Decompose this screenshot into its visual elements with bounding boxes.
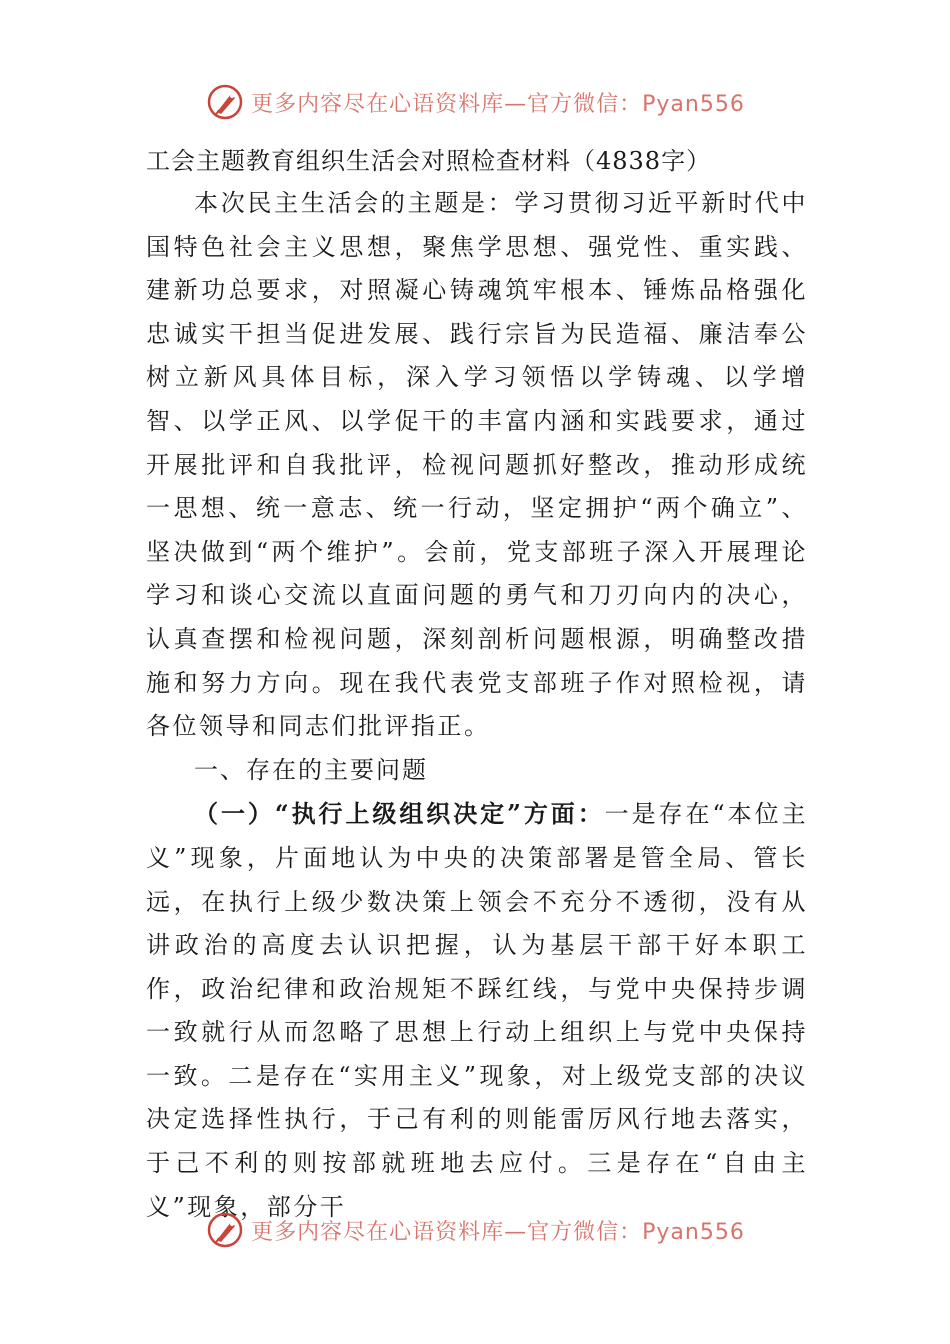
subsection-text: 一是存在“本位主义”现象，片面地认为中央的决策部署是管全局、管长远，在执行上级少数决策上领会不充分不透彻，没有从讲政治的高度去认识把握，认为基层干部干好本职工作，政治纪律和政治规矩不踩红线，与党中央保持步调一致就行从而忽略了思想上行动上组织上与党中央保持一致。二是存在“实用主义”现象，对上级党支部的决议决定选择性执行，于己有利的则能雷厉风行地去落实，于己不利的则按部就班地去应付。三是存在“自由主义”现象，部分干 xyxy=(146,800,809,1221)
document-body xyxy=(146,140,808,1229)
intro-paragraph: 本次民主生活会的主题是：学习贯彻习近平新时代中国特色社会主义思想，聚焦学思想、强党性、重实践、建新功总要求，对照凝心铸魂筑牢根本、锤炼品格强化忠诚实干担当促进发展、践行宗旨为民造福、廉洁奉公树立新风具体目标，深入学习领悟以学铸魂、以学增智、以学正风、以学促干的丰富内涵和实践要求，通过开展批评和自我批评，检视问题抓好整改，推动形成统一思想、统一意志、统一行动，坚定拥护“两个确立”、坚决做到“两个维护”。会前，党支部班子深入开展理论学习和谈心交流以直面问题的勇气和刀刃向内的决心，认真查摆和检视问题，深刻剖析问题根源，明确整改措施和努力方向。现在我代表党支部班子作对照检视，请各位领导和同志们批评指正。 xyxy=(146,189,808,741)
watermark-text: 更多内容尽在心语资料库—官方微信：Pyan556 xyxy=(251,1219,745,1245)
pen-nib-logo-icon xyxy=(205,1210,245,1250)
document-title: 工会主题教育组织生活会对照检查材料（4838字） xyxy=(146,147,712,175)
section-heading: 一、存在的主要问题 xyxy=(194,755,428,784)
pen-nib-logo-icon xyxy=(205,82,245,122)
subsection-paragraph xyxy=(146,792,808,1229)
watermark-banner-top xyxy=(0,80,950,124)
watermark-text: 更多内容尽在心语资料库—官方微信：Pyan556 xyxy=(251,91,745,117)
watermark-banner-bottom xyxy=(0,1208,950,1252)
subsection-label: （一）“执行上级组织决定”方面： xyxy=(194,799,605,829)
